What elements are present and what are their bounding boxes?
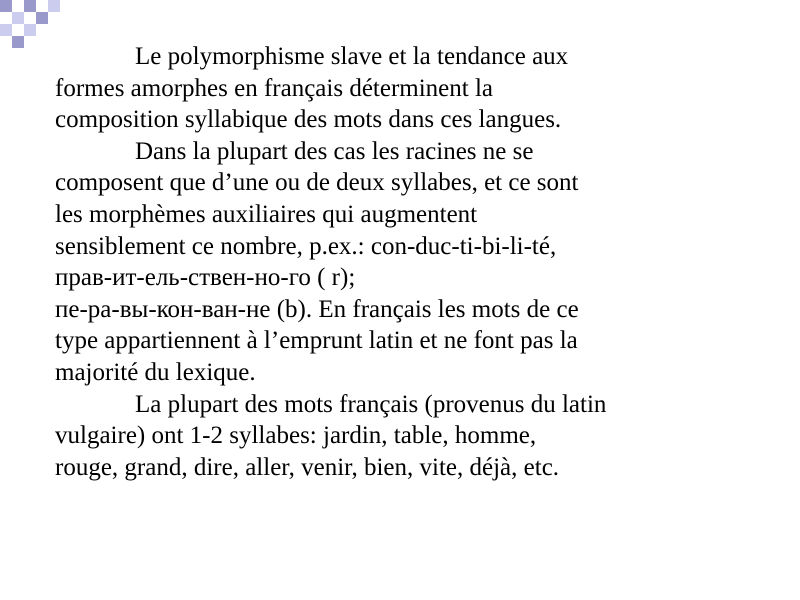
slide-body [55, 41, 755, 483]
paragraph-french-words: La plupart des mots français (provenus du latin vulgaire) ont 1-2 syllabes: jardin, table, homme, rouge, grand, dire, aller, venir, bien, vite, déjà, etc. [55, 390, 607, 481]
corner-checker-decoration [0, 0, 60, 50]
paragraph-roots-syllables: Dans la plupart des cas les racines ne se composent que d’une ou de deux syllabes, et ce sont les morphèmes auxiliaires qui augmentent sensiblement ce nombre, p.ex.: con-duc-ti-bi-li-té, прав-ит-ель-ствен-но-го ( r); пе-ра-вы-кон-ван-не (b). En français les mots de ce type appartiennent à l’emprunt latin et ne font pas la majorité du lexique. [55, 137, 579, 386]
paragraph-polymorphism: Le polymorphisme slave et la tendance aux formes amorphes en français déterminent la composition syllabique des mots dans ces langues. [55, 43, 569, 134]
